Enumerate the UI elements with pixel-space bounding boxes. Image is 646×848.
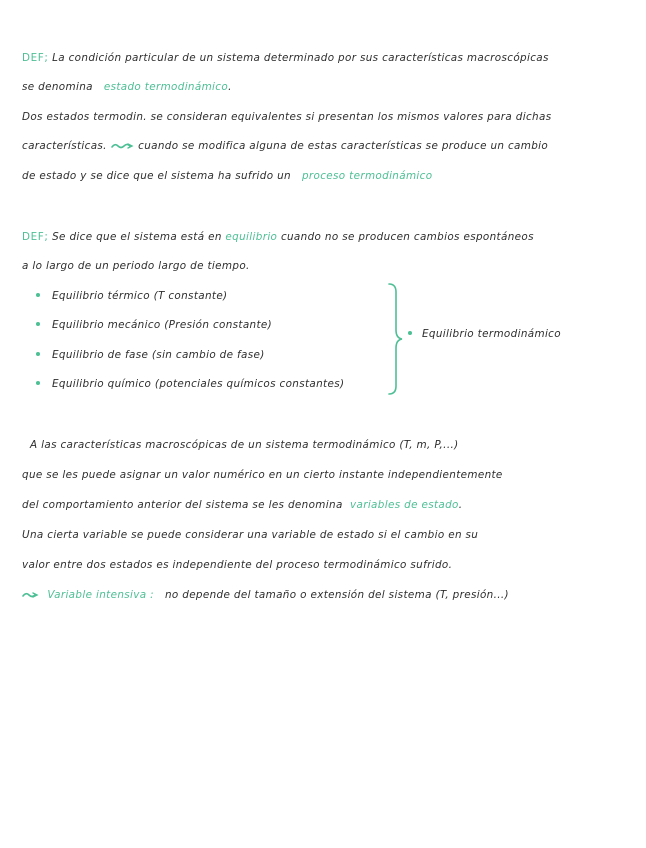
p3-line5 [22,558,452,572]
p1-line2-suffix: . [228,81,232,93]
term-variables-de-estado: variables de estado [349,499,459,511]
p3-line3-prefix: del comportamiento anterior del sistema se les denomina [22,499,343,511]
p1-line4-suffix: cuando se modifica alguna de estas características se produce un cambio [138,140,549,152]
list-item-text: Equilibrio de fase (sin cambio de fase) [52,349,265,361]
p3-line2-text: que se les puede asignar un valor numérico en un cierto instante independientemente [22,469,503,481]
term-variable-intensiva: Variable intensiva : [47,589,154,601]
list-item [36,318,272,332]
bullet-icon [408,331,412,335]
p2-line2-text: a lo largo de un periodo largo de tiempo. [22,260,250,272]
p1-line2-prefix: se denomina [22,81,93,93]
list-item-text: Equilibrio mecánico (Presión constante) [52,319,273,331]
list-item-text: Equilibrio térmico (T constante) [52,290,228,302]
p3-line4-text: Una cierta variable se puede considerar una variable de estado si el cambio en su [22,529,479,541]
p1-line5 [22,169,432,183]
bullet-icon [36,293,40,297]
p3-line6 [22,588,509,602]
term-proceso-termodinamico: proceso termodinámico [301,170,433,182]
curly-brace-icon [386,282,404,396]
p3-line3-suffix: . [458,499,463,511]
p3-line3 [22,498,462,512]
term-equilibrio: equilibrio [225,231,278,243]
p2-line1-prefix: Se dice que el sistema está en [52,231,222,243]
brace-label-text: Equilibrio termodinámico [422,328,561,340]
p2-line1 [22,230,534,244]
list-item [36,348,265,362]
p1-line5-prefix: de estado y se dice que el sistema ha sufrido un [22,170,291,182]
p3-line1-text: A las características macroscópicas de un sistema termodinámico (T, m, P,...) [30,439,459,451]
p1-line1-text: La condición particular de un sistema determinado por sus características macroscópicas [52,52,549,64]
def-label-2: DEF; [22,231,49,243]
p3-line4 [22,528,478,542]
squiggle-arrow-icon [22,590,40,600]
squiggle-arrow-icon [111,141,135,151]
def-label-1: DEF; [22,52,49,64]
list-item [36,289,227,303]
list-item-text: Equilibrio químico (potenciales químicos constantes) [52,378,345,390]
bullet-icon [36,381,40,385]
p2-line2 [22,259,250,273]
bullet-icon [36,322,40,326]
p3-line1 [30,438,459,452]
brace-label [408,327,561,341]
p2-line1-suffix: cuando no se producen cambios espontáneos [280,231,534,243]
bullet-icon [36,352,40,356]
term-estado-termodinamico: estado termodinámico [103,81,229,93]
p3-line2 [22,468,503,482]
p1-line3-text: Dos estados termodin. se consideran equivalentes si presentan los mismos valores para dichas [22,111,552,123]
p1-line1 [22,51,549,65]
p1-line3 [22,110,551,124]
p1-line4-prefix: características. [22,140,107,152]
p3-line5-text: valor entre dos estados es independiente del proceso termodinámico sufrido. [22,559,453,571]
p1-line2 [22,80,232,94]
p3-line6-suffix: no depende del tamaño o extensión del sistema (T, presión...) [164,589,509,601]
list-item [36,377,344,391]
p1-line4 [22,139,548,153]
